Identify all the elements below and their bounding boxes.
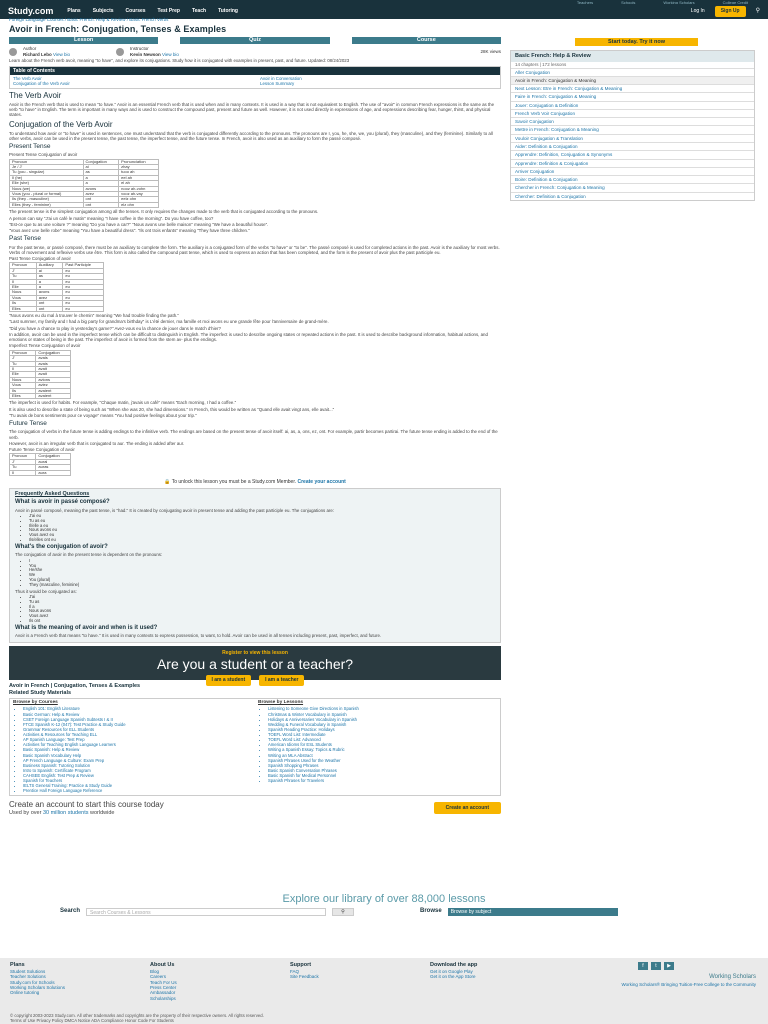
- footer-link[interactable]: Scholarships: [150, 995, 176, 1001]
- faq-section: [9, 488, 501, 642]
- lesson-link[interactable]: • American Idioms for ESL Students: [268, 742, 497, 747]
- table-cell: Elle: [10, 284, 37, 289]
- lesson-tabs: [9, 37, 501, 44]
- teacher-button[interactable]: I am a teacher: [259, 675, 304, 685]
- list-item: • J'ai eu: [29, 514, 495, 519]
- footer-link[interactable]: Get it on Google Play: [430, 968, 473, 974]
- example-text: "Est-ce que tu as une voiture ?" meaning "Do you have a car?" "Nous avons une belle maison" meaning "We have a beautiful house".: [9, 221, 269, 227]
- footer-column-header: About Us: [150, 962, 175, 968]
- copyright-text: © copyright 2003-2023 Study.com. All other trademarks and copyrights are the property of their respective owners. All rights reserved.: [10, 1013, 264, 1018]
- course-list: [23, 706, 252, 793]
- topbar-teachers-link[interactable]: Teachers: [576, 0, 594, 5]
- table-cell: avons: [36, 290, 63, 295]
- faq-answer: Thus it would be conjugated as:: [15, 588, 77, 594]
- lesson-link[interactable]: • Basic Spanish for Medical Personnel: [268, 773, 497, 778]
- course-link[interactable]: • Spanish for Teachers: [23, 778, 252, 783]
- browse-label: Browse: [420, 908, 442, 915]
- browse-lessons-header: Browse by Lessons: [258, 700, 304, 706]
- list-item: • You (plural): [29, 578, 495, 583]
- table-cell: Il (he): [10, 175, 84, 180]
- register-title: Are you a student or a teacher?: [156, 655, 354, 672]
- search-icon[interactable]: ⚲: [755, 7, 760, 14]
- lesson-link[interactable]: • TOEFL Word List: Advanced: [268, 737, 497, 742]
- table-cell: eu: [63, 306, 104, 311]
- table-cell: eu: [63, 301, 104, 306]
- sidebar-lesson-item[interactable]: Chercher: Definition & Conjugation: [511, 192, 754, 200]
- toc-header: Table of Contents: [10, 67, 500, 75]
- section-text: Avoir is the French verb that is used to mean "to have." Avoir is an essential French verb that is used when and in many contexts. It is used in a way that is not equivalent to English. The use of "avoir" in common French expressions is the same as the verb "to have" in English. The term is important in many ways and is used to construct the compound past, present and future as well. However, it is not used directly in expressions of age, and expressions describing fear, hunger, thirst, and physical states.: [9, 101, 495, 118]
- list-item: • Tu as eu: [29, 519, 495, 524]
- table-cell: Elles: [10, 306, 37, 311]
- example-text: "Tu avais de bons sentiments pour ce voyage" means "You had positive feelings about your trip.": [9, 412, 197, 418]
- lesson-list: [268, 706, 497, 783]
- imperfect-tense-table: [9, 350, 71, 400]
- example-text: A person can say "J'ai un café le matin" meaning "I have coffee in the morning". Do you have coffee, too?: [9, 215, 214, 221]
- table-cell: eu: [63, 284, 104, 289]
- example-text: "Vous avez une belle robe" meaning "You have a beautiful dress". "Ils ont trois enfants" meaning "They have three children.": [9, 228, 250, 234]
- sidebar-lesson-item[interactable]: Mettre in French: Conjugation & Meaning: [511, 125, 754, 133]
- footer-link[interactable]: Get it on the App Store: [430, 974, 476, 980]
- lesson-link[interactable]: • Writing an MLA Abstract: [268, 753, 497, 758]
- table-cell: ont: [83, 202, 119, 207]
- table-header-cell: Pronoun: [10, 350, 36, 355]
- lesson-link[interactable]: • Wedding & Funeral Vocabulary in Spanish: [268, 722, 497, 727]
- faq-answer: The conjugation of avoir in the present tense is dependent on the pronouns:: [15, 552, 163, 558]
- table-cell: avaient: [36, 393, 71, 398]
- table-cell: eel ah: [119, 175, 159, 180]
- table-cell: Nous: [10, 377, 36, 382]
- course-link[interactable]: • Basic Spanish: Help & Review: [23, 747, 252, 752]
- student-button[interactable]: I am a student: [206, 675, 252, 685]
- table-cell: Ils (they - masculine): [10, 197, 84, 202]
- table-of-contents: [9, 66, 501, 89]
- author-view-bio[interactable]: View bio: [53, 51, 70, 57]
- lesson-link[interactable]: • TOEFL Word List: Intermediate: [268, 732, 497, 737]
- list-item: • J'ai: [29, 595, 495, 600]
- table-cell: Elle (she): [10, 181, 84, 186]
- section-text: To understand how avoir or "to have" is used in sentences, one must understand that the verb is conjugated differently according to the pronouns. The pronouns are I, you, he, she, we, you (plural), they (masculine), and they (feminine). Similarly to all other verbs, avoir can be used in the present tense, the past tense, the imperfect tense, and the future tense. In French, avoir is also used as an auxiliary to form the passé composé.: [9, 130, 493, 141]
- start-today-button[interactable]: Start today. Try it now: [575, 38, 698, 46]
- footer-column-header: Support: [290, 962, 312, 968]
- sidebar-lesson-item[interactable]: Arriver Conjugation: [511, 167, 754, 175]
- sidebar-lesson-item[interactable]: Savoir Conjugation: [511, 117, 754, 125]
- table-cell: eu: [63, 295, 104, 300]
- footer-link[interactable]: Online tutoring: [10, 990, 40, 996]
- course-link[interactable]: • Basic German: Help & Review: [23, 712, 252, 717]
- author-label: Author: [23, 46, 37, 52]
- lesson-link[interactable]: • Spanish Phrases Used for the Weather: [268, 758, 497, 763]
- footer-column: [430, 962, 550, 1001]
- course-link[interactable]: • IELTS General Training: Practice & Study Guide: [23, 783, 252, 788]
- table-cell: ont: [36, 306, 63, 311]
- footer-column: [10, 962, 130, 1001]
- lesson-link[interactable]: • Spanish Phrases for Travelers: [268, 778, 497, 783]
- facebook-icon[interactable]: f: [638, 962, 648, 970]
- list-item: • Vous avez eu: [29, 533, 495, 538]
- table-cell: a: [36, 279, 63, 284]
- table-header-cell: Conjugation: [36, 454, 71, 459]
- table-cell: avons: [83, 186, 119, 191]
- table-header-cell: Pronunciation: [119, 159, 159, 164]
- table-cell: avions: [36, 377, 71, 382]
- search-icon[interactable]: ⚲: [332, 908, 354, 916]
- table-cell: J': [10, 356, 36, 361]
- students-count-link[interactable]: 30 million students: [42, 809, 89, 816]
- lesson-main: [9, 24, 501, 820]
- table-cell: avait: [36, 366, 71, 371]
- table-cell: J': [10, 459, 36, 464]
- section-heading-verb-avoir: The Verb Avoir: [9, 90, 62, 100]
- create-used-text: Used by over: [9, 809, 42, 816]
- related-subtitle: Related Study Materials: [9, 689, 72, 696]
- footer-link[interactable]: Press Center: [150, 985, 177, 991]
- section-text: The present tense is the simplest conjugation among all the tenses. It only requires the changes made to the verb that is conjugated according to the pronouns.: [9, 209, 319, 215]
- table-cell: Ils: [10, 388, 36, 393]
- tab-course[interactable]: Course: [352, 37, 501, 44]
- sidebar-lesson-item[interactable]: Next Lesson: Etre in French: Conjugation & Meaning: [511, 84, 754, 92]
- breadcrumb[interactable]: Foreign Language Courses / Basic French: Help & Review / Basic French Verbs: [9, 17, 169, 22]
- table-cell: tuoo ah: [119, 170, 159, 175]
- table-cell: ont: [36, 301, 63, 306]
- table-cell: Il: [10, 366, 36, 371]
- table-cell: aurai: [36, 459, 71, 464]
- present-tense-table: [9, 159, 159, 209]
- lesson-link[interactable]: • Listening to Someone Give Directions in Spanish: [268, 706, 497, 711]
- course-link[interactable]: • CSET Foreign Language Spanish Subtests I & II: [23, 717, 252, 722]
- list-item: • Il/elle a eu: [29, 524, 495, 529]
- section-text: For the past tense, or passé composé, there must be an auxiliary to complete the form. The auxiliary is a conjugated form of the verbs "to have" or "to be". The passé composé is used for completed actions in the past. Avoir is the auxiliary for most verbs. Verbs of movement and reflexive verbs use être. This form is also called the compound past tense, which is used to express an action that has been completed, and the form is the present of avoir plus the past participle eu.: [9, 244, 500, 255]
- course-link[interactable]: • Grammar Resources for ELL Students: [23, 727, 252, 732]
- register-subtitle: Register to view this lesson: [222, 649, 288, 656]
- sidebar-lesson-item[interactable]: Jouer: Conjugation & Definition: [511, 101, 754, 109]
- table-cell: avait: [36, 372, 71, 377]
- author-meta: [9, 46, 501, 57]
- list-item: • They (masculine, feminine): [29, 583, 495, 588]
- search-label: Search: [60, 908, 81, 915]
- faq-answer: Avoir in passé composé, meaning the past tense, is "had." It is created by conjugating avoir in present tense and adding the past participle eu. The conjugations are:: [15, 507, 335, 513]
- table-cell: nooz ah-vohn: [119, 186, 159, 191]
- list-item: • Vous avez: [29, 614, 495, 619]
- table-cell: eu: [63, 279, 104, 284]
- login-link[interactable]: Log In: [690, 8, 705, 15]
- table-cell: avais: [36, 361, 71, 366]
- footer-link[interactable]: FAQ: [290, 968, 300, 974]
- table-cell: Nous (we): [10, 186, 84, 191]
- register-banner: [9, 646, 501, 684]
- footer-link[interactable]: Ambassador: [150, 990, 176, 996]
- example-text: "Nous avons eu du mal à trouver le chemin" meaning "We had trouble finding the path.": [9, 313, 179, 318]
- course-link[interactable]: • Basic Spanish Vocabulary Help: [23, 753, 252, 758]
- sidebar-lesson-item[interactable]: Vouloir Conjugation & Translation: [511, 134, 754, 142]
- table-cell: J': [10, 268, 37, 273]
- sidebar-course-title[interactable]: Basic French: Help & Review: [511, 51, 754, 62]
- nav-courses[interactable]: Courses: [125, 8, 146, 15]
- section-heading-past: Past Tense: [9, 235, 42, 243]
- faq-question: What is the meaning of avoir and when is it used?: [15, 624, 158, 631]
- footer-link[interactable]: Study.com for Schools: [10, 979, 55, 985]
- nav-tutoring[interactable]: Tutoring: [218, 8, 238, 15]
- table-cell: Tu: [10, 274, 37, 279]
- table-header-cell: Conjugation: [36, 350, 71, 355]
- list-item: • Nous avons eu: [29, 528, 495, 533]
- table-cell: Elles (they - feminine): [10, 202, 84, 207]
- section-heading-present: Present Tense: [9, 143, 51, 151]
- list-item: • Ils ont: [29, 619, 495, 624]
- table-cell: el ah: [119, 181, 159, 186]
- example-text: It is also used to describe a state of being such as "When she was 20, she had dimensions." In French, this would be written as "Quand elle avait vingt ans, elle avait...": [9, 406, 335, 412]
- table-cell: Tu: [10, 465, 36, 470]
- create-title: Create an account to start this course today: [9, 799, 164, 809]
- footer-link[interactable]: Careers: [150, 974, 167, 980]
- faq-answer: Avoir is a French verb that means "to have." It is used in many contexts to express possession, to want, to hold. Avoir can be used in all tenses including present, past, imperfect, and future.: [15, 633, 382, 639]
- footer-link[interactable]: Blog: [150, 968, 160, 974]
- course-link[interactable]: • English 101: English Literature: [23, 706, 252, 711]
- copyright: [10, 1013, 264, 1024]
- footer-link[interactable]: Student Solutions: [10, 968, 46, 974]
- footer-legal-links[interactable]: Terms of Use Privacy Policy DMCA Notice ADA Compliance Honor Code For Students: [10, 1018, 174, 1024]
- table-cell: Ils: [10, 301, 37, 306]
- list-item: • He/she: [29, 568, 495, 573]
- faq-question: What's the conjugation of avoir?: [15, 543, 108, 550]
- lesson-intro: Learn about the French verb avoir, meaning "to have", and explore its conjugations. Study how it is conjugated with examples in present, past, and future. Updated: 08/24/2023: [9, 58, 350, 64]
- table-caption: Present Tense Conjugation of avoir: [9, 152, 78, 158]
- table-cell: Il: [10, 470, 36, 475]
- section-heading-conjugation: Conjugation of the Verb Avoir: [9, 119, 113, 129]
- lesson-link[interactable]: • Holidays & Anniversaries Vocabulary in Spanish: [268, 717, 497, 722]
- sidebar-lesson-item[interactable]: Boire: Definition & Conjugation: [511, 175, 754, 183]
- section-text: The conjugation of verbs in the future tense is adding endings to the infinitive verb. The endings are based on the present tense of avoir itself: ai, as, a, ons, ez, ont. For example, partir becomes partirai. The future tense ending is added to the end of the verb.: [9, 429, 498, 440]
- sidebar-lesson-item[interactable]: Aller Conjugation: [511, 68, 754, 76]
- instructor-view-bio[interactable]: View bio: [162, 51, 179, 57]
- course-link[interactable]: • CAHSEE English: Test Prep & Review: [23, 773, 252, 778]
- past-tense-table: [9, 262, 104, 312]
- table-cell: zhay: [119, 165, 159, 170]
- footer-column: [150, 962, 270, 1001]
- create-account-link[interactable]: Create your account: [297, 479, 346, 486]
- instructor-label: Instructor: [129, 46, 149, 52]
- toc-item[interactable]: Lesson Summary: [260, 81, 295, 87]
- author-name: Richard Lebo: [23, 51, 52, 57]
- lesson-link[interactable]: • Spanish Reading Practice: Holidays: [268, 727, 497, 732]
- lesson-link[interactable]: • Writing a Spanish Essay: Topics & Rubric: [268, 747, 497, 752]
- page-title: Avoir in French: Conjugation, Tenses & Examples: [9, 24, 227, 34]
- sidebar-lesson-item[interactable]: Avoir in French: Conjugation & Meaning: [511, 76, 754, 84]
- table-cell: a: [83, 181, 119, 186]
- site-logo[interactable]: Study.com: [8, 5, 54, 16]
- table-cell: eu: [63, 268, 104, 273]
- faq-list: [29, 595, 495, 624]
- table-cell: a: [83, 175, 119, 180]
- table-caption: Imperfect Tense Conjugation of avoir: [9, 343, 81, 349]
- tab-lesson[interactable]: Lesson: [9, 37, 158, 44]
- footer-link[interactable]: Teach For Us: [150, 979, 177, 985]
- footer-column-header: Download the app: [430, 962, 478, 968]
- section-heading-future: Future Tense: [9, 420, 47, 428]
- table-caption: Past Tense Conjugation of avoir: [9, 256, 71, 262]
- table-cell: Vous (you - plural or formal): [10, 192, 84, 197]
- table-cell: ai: [83, 165, 119, 170]
- twitter-icon[interactable]: t: [651, 962, 661, 970]
- nav-plans[interactable]: Plans: [67, 8, 81, 15]
- list-item: • Nous avons: [29, 609, 495, 614]
- table-cell: Vous: [10, 295, 37, 300]
- nav-subjects[interactable]: Subjects: [92, 8, 114, 15]
- table-header-cell: Conjugation: [83, 159, 119, 164]
- table-header-cell: Pronoun: [10, 263, 37, 268]
- future-tense-table: [9, 453, 71, 476]
- instructor-avatar: [116, 48, 124, 56]
- list-item: • You: [29, 564, 495, 569]
- table-cell: ai: [36, 268, 63, 273]
- list-item: • I: [29, 559, 495, 564]
- table-cell: Elle: [10, 372, 36, 377]
- table-cell: vooz ah-vay: [119, 192, 159, 197]
- table-cell: Il: [10, 279, 37, 284]
- table-cell: Elles: [10, 393, 36, 398]
- list-item: • Ils/elles ont eu: [29, 538, 495, 543]
- table-cell: avez: [36, 295, 63, 300]
- sidebar-lesson-item[interactable]: French Verb Voir Conjugation: [511, 109, 754, 117]
- sidebar-lesson-item[interactable]: Faire in French: Conjugation & Meaning: [511, 92, 754, 100]
- table-cell: as: [36, 274, 63, 279]
- table-row: [10, 202, 159, 207]
- table-caption: Future Tense Conjugation of avoir: [9, 447, 75, 453]
- library-search-row: [60, 908, 740, 916]
- table-cell: Tu: [10, 361, 36, 366]
- lesson-link[interactable]: • Basic Spanish Conversation Phrases: [268, 768, 497, 773]
- lock-icon: 🔒: [164, 479, 171, 486]
- footer-link[interactable]: Teacher Solutions: [10, 974, 46, 980]
- table-header-cell: Pronoun: [10, 454, 36, 459]
- section-text: The imperfect is used for habits. For example, "Chaque matin, j'avais un café" means "Each morning, I had a coffee.": [9, 400, 237, 406]
- youtube-icon[interactable]: ▶: [664, 962, 674, 970]
- browse-subject-select[interactable]: Browse by subject: [448, 908, 618, 916]
- table-cell: avaient: [36, 388, 71, 393]
- footer-link[interactable]: Site Feedback: [290, 974, 319, 980]
- sidebar-lesson-item[interactable]: Aider: Definition & Conjugation: [511, 142, 754, 150]
- course-link[interactable]: • Intro to Spanish: Certificate Program: [23, 768, 252, 773]
- course-link[interactable]: • Prentice Hall Foreign Language Reference: [23, 788, 252, 793]
- table-cell: Je / J': [10, 165, 84, 170]
- table-cell: elz ohn: [119, 202, 159, 207]
- nav-test-prep[interactable]: Test Prep: [157, 8, 180, 15]
- tab-quiz[interactable]: Quiz: [180, 37, 329, 44]
- sidebar-lesson-item[interactable]: Chercher in French: Conjugation & Meaning: [511, 183, 754, 191]
- toc-item[interactable]: The Verb Avoir: [13, 75, 42, 81]
- unlock-text: To unlock this lesson you must be a Study.com Member.: [171, 479, 297, 486]
- footer-column-header: Plans: [10, 962, 25, 968]
- explore-heading: Explore our library of over 88,000 lessons: [282, 893, 486, 905]
- table-cell: Vous: [10, 383, 36, 388]
- faq-list: [29, 559, 495, 588]
- lesson-link[interactable]: • Spanish Shopping Phrases: [268, 763, 497, 768]
- table-cell: Nous: [10, 290, 37, 295]
- table-cell: aviez: [36, 383, 71, 388]
- view-count: 28K views: [480, 48, 501, 54]
- course-link[interactable]: • AP French Language & Culture: Exam Prep: [23, 758, 252, 763]
- table-header-cell: Auxiliary: [36, 263, 63, 268]
- course-link[interactable]: • AP Spanish Language: Test Prep: [23, 737, 252, 742]
- course-link[interactable]: • Activities & Resources for Teaching ELL: [23, 732, 252, 737]
- nav-teach[interactable]: Teach: [191, 8, 207, 15]
- section-text: In addition, avoir can be used in the imperfect tense which can be difficult to distinguish in English. The imperfect is used to describe ongoing states or repeated actions in the past. It is used to describe background information, habitual actions, and emotions or states of being in the past. The imperfect of avoir is formed from the stem av- plus the endings.: [9, 331, 488, 343]
- table-cell: eelz ohn: [119, 197, 159, 202]
- example-text: "Did you have a chance to play in yesterday's game?" Avez-vous eu la chance de jouer dans le match d'hier?: [9, 325, 221, 331]
- topbar-college-credit-link[interactable]: College Credit: [722, 0, 748, 5]
- section-text: However, avoir is an irregular verb that is conjugated to aur. The ending is added after aur.: [9, 440, 185, 446]
- unlock-notice: [9, 479, 501, 485]
- list-item: • Tu as: [29, 600, 495, 605]
- list-item: • We: [29, 573, 495, 578]
- library-search-input[interactable]: Search Courses & Lessons: [86, 908, 326, 916]
- table-cell: eu: [63, 290, 104, 295]
- table-row: [10, 393, 71, 398]
- sidebar-lesson-item[interactable]: Apprendre: Definition & Conjugation: [511, 159, 754, 167]
- faq-header: Frequently Asked Questions: [15, 491, 90, 498]
- lesson-link[interactable]: • Christmas & Winter Vocabulary in Spanish: [268, 712, 497, 717]
- author-avatar: [9, 48, 17, 56]
- table-cell: aura: [36, 470, 71, 475]
- faq-question: What is avoir in passé composé?: [15, 499, 110, 506]
- signup-button[interactable]: Sign Up: [715, 6, 746, 16]
- course-link[interactable]: • Business Spanish: Tutoring Solution: [23, 763, 252, 768]
- sidebar-course-count: 14 chapters | 172 lessons: [515, 61, 567, 67]
- table-header-cell: Pronoun: [10, 159, 84, 164]
- instructor-name: Kevin Newson: [129, 51, 161, 57]
- related-materials: [9, 683, 501, 796]
- related-title: Avoir in French | Conjugation, Tenses & Examples: [9, 682, 141, 689]
- create-account-cta: [9, 800, 501, 817]
- table-cell: eu: [63, 274, 104, 279]
- table-row: [10, 306, 104, 311]
- table-cell: a: [36, 284, 63, 289]
- faq-list: [29, 514, 495, 543]
- table-row: [10, 470, 71, 475]
- table-header-cell: Past Participle: [63, 263, 104, 268]
- course-link[interactable]: • FTCE Spanish K-12 (047): Test Practice & Study Guide: [23, 722, 252, 727]
- working-scholars-logo[interactable]: Working Scholars: [709, 974, 756, 980]
- table-cell: auras: [36, 465, 71, 470]
- sidebar-lesson-item[interactable]: Apprendre: Definition, Conjugation & Synonyms: [511, 150, 754, 158]
- course-link[interactable]: • Activities for Teaching English Language Learners: [23, 742, 252, 747]
- create-after-text: worldwide: [90, 809, 115, 816]
- course-sidebar: [510, 50, 755, 201]
- list-item: • Il a: [29, 605, 495, 610]
- browse-courses-header: Browse by Courses: [13, 700, 58, 706]
- table-cell: avais: [36, 356, 71, 361]
- table-cell: avez: [83, 192, 119, 197]
- toc-item[interactable]: Conjugation of the Verb Avoir: [13, 81, 70, 87]
- create-account-button[interactable]: Create an account: [434, 802, 501, 814]
- working-scholars-subtitle[interactable]: Working Scholars® Bringing Tuition-Free College to the Community: [621, 981, 756, 987]
- table-cell: ont: [83, 197, 119, 202]
- table-cell: Tu (you - singular): [10, 170, 84, 175]
- footer-column: [290, 962, 410, 1001]
- example-text: "Last summer, my family and I had a big party for grandma's birthday" is L'été dernier, ma famille et moi avons eu une grande fête pour l'anniversaire de grand-mère.: [9, 319, 329, 325]
- topbar-schools-link[interactable]: Schools: [621, 0, 636, 5]
- table-cell: as: [83, 170, 119, 175]
- footer-link[interactable]: Working Scholars Solutions: [10, 985, 65, 991]
- topbar-working-scholars-link[interactable]: Working Scholars: [663, 0, 695, 5]
- toc-item[interactable]: Avoir in Conversation: [260, 75, 302, 81]
